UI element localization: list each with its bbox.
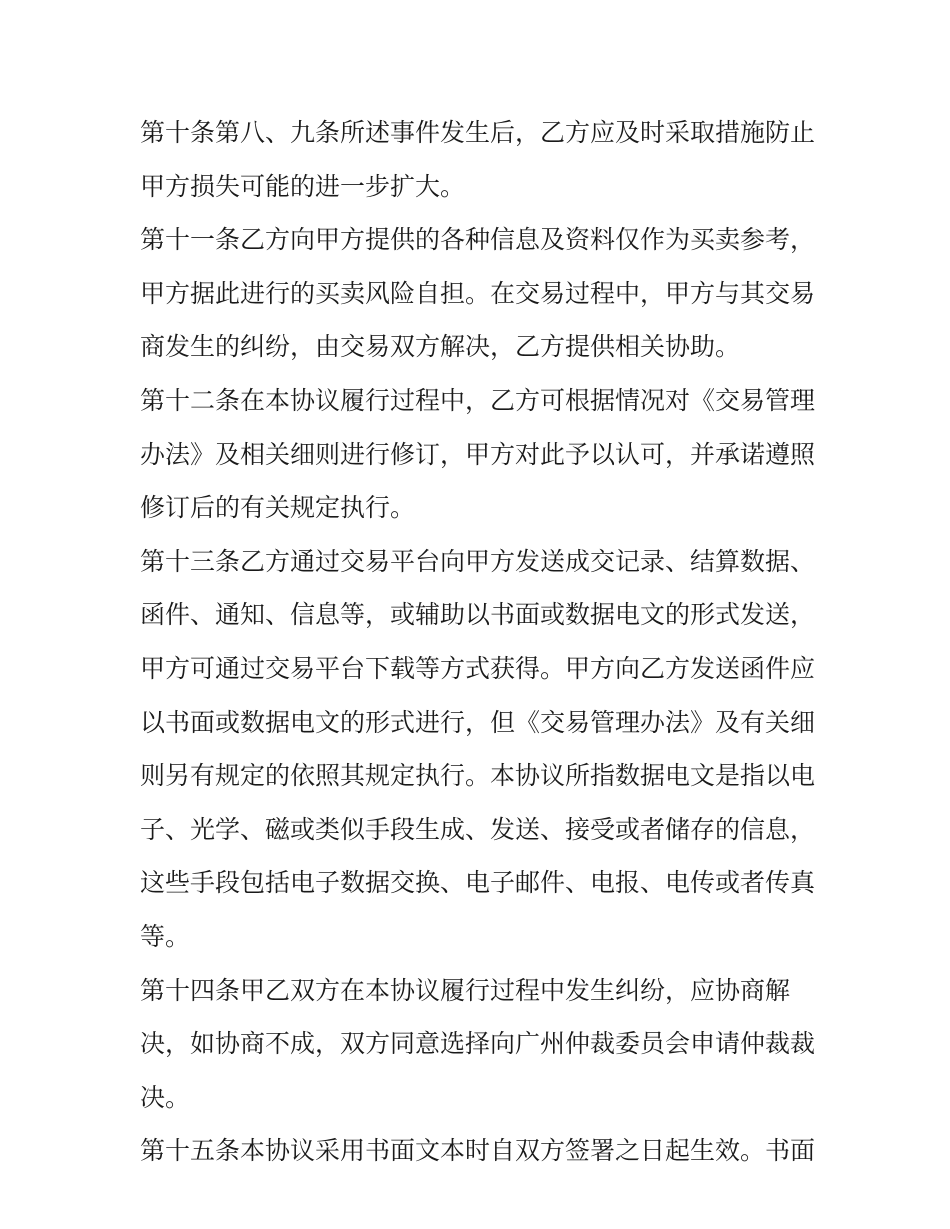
text-line-6: 第十二条在本协议履行过程中，乙方可根据情况对《交易管理 bbox=[140, 385, 816, 415]
text-line-4: 甲方据此进行的买卖风险自担。在交易过程中，甲方与其交易 bbox=[140, 278, 816, 308]
text-line-14: 子、光学、磁或类似手段生成、发送、接受或者储存的信息， bbox=[140, 814, 816, 844]
text-line-7: 办法》及相关细则进行修订，甲方对此予以认可，并承诺遵照 bbox=[140, 439, 816, 469]
text-line-8: 修订后的有关规定执行。 bbox=[140, 493, 416, 523]
text-line-17: 第十四条甲乙双方在本协议履行过程中发生纠纷，应协商解 bbox=[140, 975, 791, 1005]
text-line-19: 决。 bbox=[140, 1082, 191, 1112]
text-line-9: 第十三条乙方通过交易平台向甲方发送成交记录、结算数据、 bbox=[140, 546, 816, 576]
document-body bbox=[140, 106, 830, 1178]
text-line-20: 第十五条本协议采用书面文本时自双方签署之日起生效。书面 bbox=[140, 1136, 816, 1166]
text-line-10: 函件、通知、信息等，或辅助以书面或数据电文的形式发送， bbox=[140, 600, 816, 630]
text-line-16: 等。 bbox=[140, 921, 191, 951]
text-line-3: 第十一条乙方向甲方提供的各种信息及资料仅作为买卖参考， bbox=[140, 225, 816, 255]
text-line-5: 商发生的纠纷，由交易双方解决，乙方提供相关协助。 bbox=[140, 332, 741, 362]
text-line-13: 则另有规定的依照其规定执行。本协议所指数据电文是指以电 bbox=[140, 761, 816, 791]
text-line-12: 以书面或数据电文的形式进行，但《交易管理办法》及有关细 bbox=[140, 707, 816, 737]
text-line-15: 这些手段包括电子数据交换、电子邮件、电报、电传或者传真 bbox=[140, 868, 816, 898]
text-line-1: 第十条第八、九条所述事件发生后，乙方应及时采取措施防止 bbox=[140, 118, 816, 147]
text-line-11: 甲方可通过交易平台下载等方式获得。甲方向乙方发送函件应 bbox=[140, 653, 816, 683]
text-line-18: 决，如协商不成，双方同意选择向广州仲裁委员会申请仲裁裁 bbox=[140, 1029, 816, 1059]
text-line-2: 甲方损失可能的进一步扩大。 bbox=[140, 171, 466, 201]
